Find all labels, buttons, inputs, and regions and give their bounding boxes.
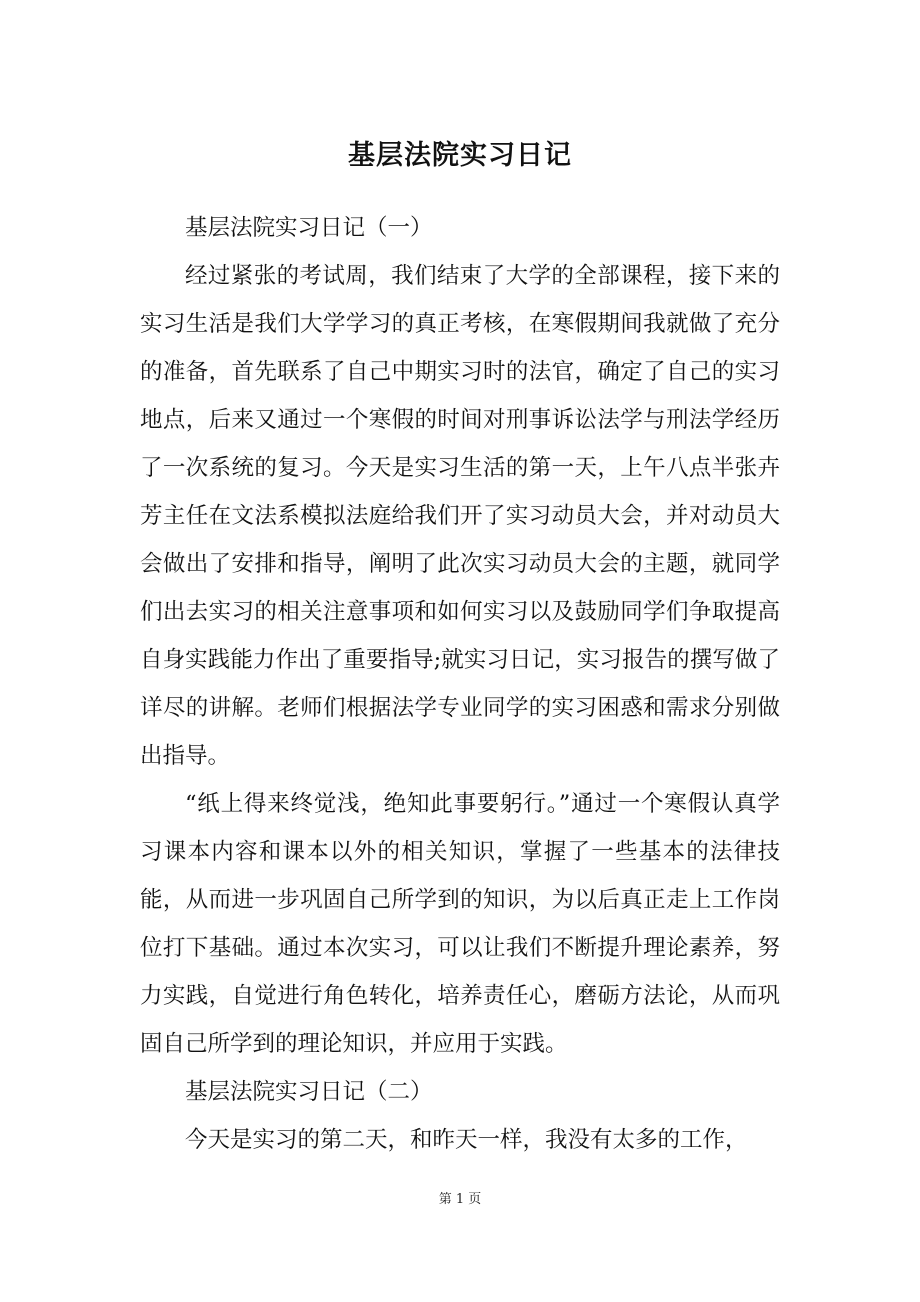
paragraph-2: “纸上得来终觉浅，绝知此事要躬行。”通过一个寒假认真学习课本内容和课本以外的相关知识，掌握了一些基本的法律技能，从而进一步巩固自己所学到的知识，为以后真正走上工作岗位打下基础。通过本次实习，可以让我们不断提升理论素养，努力实践，自觉进行角色转化，培养责任心，磨砺方法论，从而巩固自己所学到的理论知识，并应用于实践。 (140, 791, 780, 1057)
page-number: 第 1 页 (438, 1192, 482, 1207)
paragraph-3: 今天是实习的第二天，和昨天一样，我没有太多的工作， (185, 1127, 748, 1153)
section-heading-2: 基层法院实习日记（二） (185, 1079, 433, 1105)
section-heading-1: 基层法院实习日记（一） (185, 215, 433, 241)
document-title: 基层法院实习日记 (348, 140, 572, 171)
paragraph-1: 经过紧张的考试周，我们结束了大学的全部课程，接下来的实习生活是我们大学学习的真正考核，在寒假期间我就做了充分的准备，首先联系了自己中期实习时的法官，确定了自己的实习地点，后来又通过一个寒假的时间对刑事诉讼法学与刑法学经历了一次系统的复习。今天是实习生活的第一天，上午八点半张卉芳主任在文法系模拟法庭给我们开了实习动员大会，并对动员大会做出了安排和指导，阐明了此次实习动员大会的主题，就同学们出去实习的相关注意事项和如何实习以及鼓励同学们争取提高自身实践能力作出了重要指导;就实习日记，实习报告的撰写做了详尽的讲解。老师们根据法学专业同学的实习困惑和需求分别做出指导。 (140, 263, 780, 769)
document-body (140, 204, 780, 1164)
